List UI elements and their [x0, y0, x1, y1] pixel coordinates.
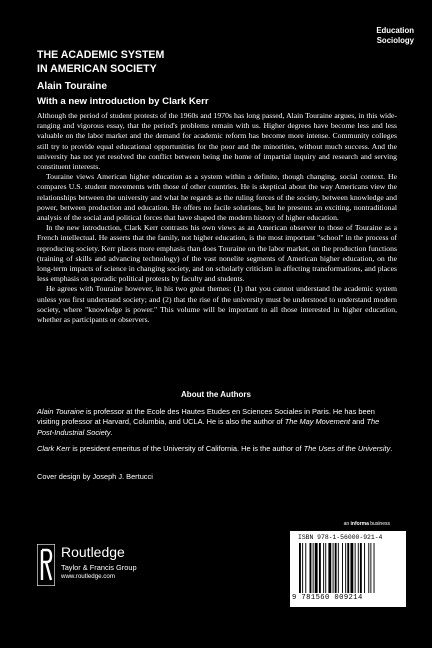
touraine-bio	[37, 407, 397, 438]
routledge-r-icon	[37, 544, 55, 586]
isbn-barcode	[290, 531, 406, 607]
barcode-digits: 9 781560 009214	[292, 594, 363, 602]
barcode-bars	[299, 543, 399, 593]
touraine-book-2: The Post-Industrial Society	[37, 417, 380, 437]
kerr-bio-end: .	[390, 443, 393, 453]
description-paragraph-3: In the new introduction, Clark Kerr contrasts his own views as an American observer to those of Touraine as a French intellectual. He asserts that the family, not higher education, is the most important "school" in the process of reproducing society. Kerr places more emphasis than does Touraine on the labor market, on the production functions (training of skills and advancing technology) of the vast nonelite segments of American higher education, on the long-term impacts of science in changing society, and on scholarly criticism in affecting transformations, and places less emphasis on sporadic political protests by faculty and students.	[37, 223, 397, 284]
about-authors-heading: About the Authors	[181, 390, 251, 399]
kerr-book: The Uses of the University	[303, 443, 391, 453]
description-paragraph-4: He agrees with Touraine however, in his two great themes: (1) that you cannot understand the academic system unless you first understand society; and (2) that the rise of the university must be understood to understand modern society, where "knowledge is power." This volume will be important to all those interested in higher education, whether as participants or observers.	[37, 284, 397, 325]
subject-sociology: Sociology	[376, 36, 414, 45]
about-authors	[37, 407, 397, 460]
touraine-bio-and: and	[350, 417, 367, 427]
informa-suffix: business	[368, 521, 390, 527]
book-title	[37, 48, 327, 76]
kerr-name: Clark Kerr	[37, 443, 71, 453]
title-line-1: THE ACADEMIC SYSTEM	[37, 49, 165, 61]
cover-design-credit: Cover design by Joseph J. Bertucci	[37, 472, 153, 481]
book-description	[37, 111, 397, 325]
informa-brand: informa	[350, 521, 369, 527]
informa-business-tag	[344, 521, 390, 527]
publisher-name: Routledge	[61, 544, 125, 560]
subject-category	[376, 26, 414, 46]
kerr-bio	[37, 444, 397, 454]
subject-education: Education	[376, 26, 414, 35]
author-name: Alain Touraine	[37, 81, 107, 92]
description-paragraph-1: Although the period of student protests of the 1960s and 1970s has long passed, Alain Touraine argues, in this wide-ranging and vigorous essay, that the period's problems remain with us. Higher degrees have become less and less valuable on the labor market and the demand for academic reform has become more intense. Community colleges still try to provide equal educational opportunities for the poor and the minorities, without much success. And the university has not yet resolved the conflict between being the home of impartial inquiry and research and serving constituent interests.	[37, 111, 397, 172]
touraine-bio-text: is professor at the Ecole des Hautes Etudes en Sciences Sociales in Paris. He has been visiting professor at Harvard, Columbia, and UCLA. He is also the author of	[37, 407, 375, 427]
description-paragraph-2: Touraine views American higher education as a system within a definite, though changing, social context. He compares U.S. student movements with those of other countries. He is skeptical about the way Americans view the relationships between the university and what he regards as the ruling forces of the society, between knowledge and power, between production and education. He offers no facile solutions, but he presents an exciting, nontraditional analysis of the social and political forces that have shaped the modern history of higher education.	[37, 172, 397, 223]
introduction-credit: With a new introduction by Clark Kerr	[37, 96, 209, 107]
isbn-label: ISBN 978-1-56000-921-4	[298, 534, 383, 541]
routledge-logo	[37, 542, 177, 602]
kerr-bio-text: is president emeritus of the University of California. He is the author of	[70, 443, 304, 453]
informa-prefix: an	[343, 521, 351, 527]
touraine-bio-end: .	[110, 427, 113, 437]
title-line-2: IN AMERICAN SOCIETY	[37, 63, 157, 75]
touraine-book-1: The May Movement	[284, 417, 351, 427]
publisher-url: www.routledge.com	[61, 573, 115, 580]
touraine-name: Alain Touraine	[37, 407, 84, 416]
publisher-group: Taylor & Francis Group	[61, 563, 137, 572]
